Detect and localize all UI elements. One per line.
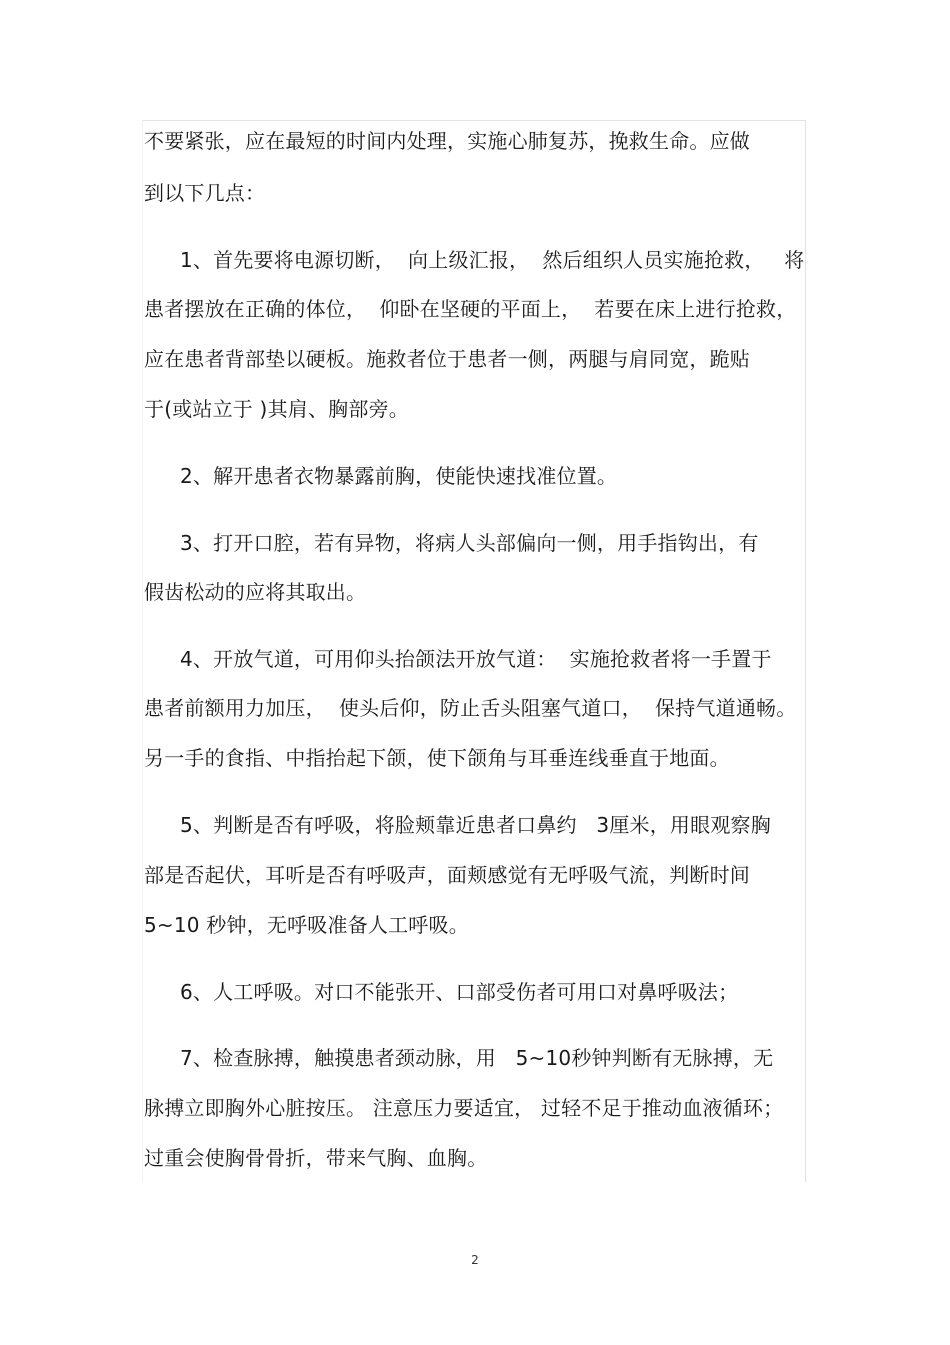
text-line: 到以下几点： xyxy=(144,181,266,205)
paragraph-3-line: 3、打开口腔，若有异物，将病人头部偏向一侧，用手指钩出，有 xyxy=(180,531,759,555)
paragraph-7-line: 脉搏立即胸外心脏按压。 注意压力要适宜， 过轻不足于推动血液循环； xyxy=(144,1096,784,1120)
paragraph-5-line: 5~10 秒钟，无呼吸准备人工呼吸。 xyxy=(144,913,469,937)
paragraph-2-line: 2、解开患者衣物暴露前胸，使能快速找准位置。 xyxy=(180,464,618,488)
paragraph-5-line: 5、判断是否有呼吸，将脸颊靠近患者口鼻约 3厘米，用眼观察胸 xyxy=(180,813,771,837)
paragraph-1-line: 1、首先要将电源切断， 向上级汇报， 然后组织人员实施抢救， 将 xyxy=(180,248,805,272)
paragraph-7-line: 过重会使胸骨骨折，带来气胸、血胸。 xyxy=(144,1146,488,1170)
page-number: 2 xyxy=(471,1253,479,1267)
paragraph-4-line: 另一手的食指、中指抬起下颌，使下颌角与耳垂连线垂直于地面。 xyxy=(144,746,730,770)
paragraph-6-line: 6、人工呼吸。对口不能张开、口部受伤者可用口对鼻呼吸法； xyxy=(180,980,739,1004)
paragraph-3-line: 假齿松动的应将其取出。 xyxy=(144,580,367,604)
text-line: 不要紧张，应在最短的时间内处理，实施心肺复苏，挽救生命。应做 xyxy=(144,129,750,153)
paragraph-1-line: 于(或站立于 )其肩、胸部旁。 xyxy=(144,397,409,421)
paragraph-4-line: 4、开放气道，可用仰头抬颌法开放气道： 实施抢救者将一手置于 xyxy=(180,647,772,671)
paragraph-1-line: 患者摆放在正确的体位， 仰卧在坚硬的平面上， 若要在床上进行抢救， xyxy=(144,297,797,321)
paragraph-1-line: 应在患者背部垫以硬板。施救者位于患者一侧，两腿与肩同宽，跪贴 xyxy=(144,347,750,371)
paragraph-5-line: 部是否起伏，耳听是否有呼吸声，面颊感觉有无呼吸气流，判断时间 xyxy=(144,863,750,887)
paragraph-7-line: 7、检查脉搏，触摸患者颈动脉，用 5~10秒钟判断有无脉搏，无 xyxy=(180,1046,774,1070)
paragraph-4-line: 患者前额用力加压， 使头后仰，防止舌头阻塞气道口， 保持气道通畅。 xyxy=(144,696,797,720)
